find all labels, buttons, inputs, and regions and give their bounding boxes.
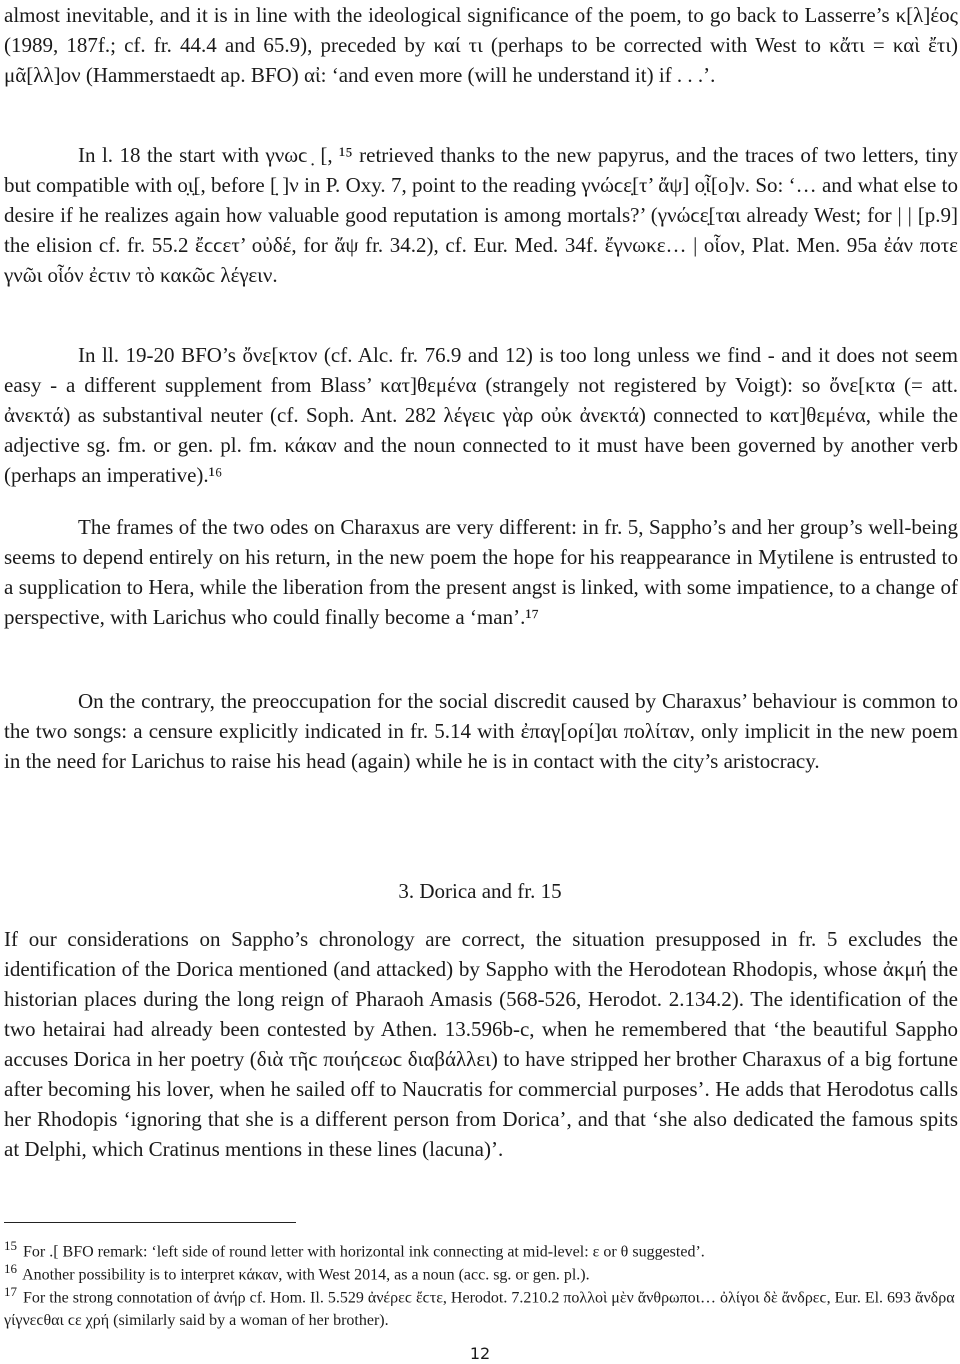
paragraph-5: On the contrary, the preoccupation for the social discredit caused by Charaxus’ behaviour is common to the two songs: a censure explicitly indicated in fr. 5.14 with ἐπαγ[ορί]αι πολίταν, only implicit in the new poem in the need for Larichus to raise his head (again) while he is in contact with the city’s aristocracy.: [4, 689, 958, 773]
footnote-number: 16: [4, 1261, 17, 1276]
paragraph-2: In l. 18 the start with γνωϲ ̣ [, ¹⁵ retrieved thanks to the new papyrus, and the traces of two letters, tiny but compatible with ο̣ι̣[, before [̣ ]ν in P. Oxy. 7, point to the reading γνώϲε̣[τ’ ἄψ] ο̣ἶ[ο]ν. So: ‘… and what else to desire if he realizes again how valuable good reputation is among mortals?’ (γνώϲε̣[ται already West; for | | [p.9] the elision cf. fr. 55.2 ἔϲϲετ’ οὐδέ, for ἄψ fr. 34.2), cf. Eur. Med. 34f. ἔγνωκε… | οἷον, Plat. Men. 95a ἐάν ποτε γνῶι οἷόν ἐϲτιν τὸ κακῶϲ λέγειν.: [4, 143, 958, 287]
paragraph-1: almost inevitable, and it is in line with the ideological significance of the poem, to go back to Lasserre’s κ[λ]έος (1989, 187f.; cf. fr. 44.4 and 65.9), preceded by καί τι (perhaps to be corrected with West to κἄτι = καὶ ἔτι) μᾶ[λλ]ον (Hammerstaedt ap. BFO) αἰ: ‘and even more (will he understand it) if . . .’.: [4, 3, 958, 87]
footnote-rule: [4, 1222, 296, 1223]
paragraph-6: If our considerations on Sappho’s chronology are correct, the situation presupposed in fr. 5 excludes the identification of the Dorica mentioned (and attacked) by Sappho with the Herodotean Rhodopis, whose ἀκμή the historian places during the long reign of Pharaoh Amasis (568-526, Herodot. 2.134.2). The identification of the two hetairai had already been contested by Athen. 13.596b-c, when he remembered that ‘the beautiful Sappho accuses Dorica in her poetry (διὰ τῆϲ ποιήϲεωϲ διαβάλλει) to have stripped her brother Charaxus of a big fortune after becoming his lover, when he sailed off to Naucratis for commercial purposes’. He adds that Herodotus calls her Rhodopis ‘ignoring that she is a different person from Dorica’, and that ‘she also dedicated the famous spits at Delphi, which Cratinus mentions in these lines (lacuna)’.: [4, 927, 958, 1161]
section-heading: 3. Dorica and fr. 15: [398, 879, 562, 903]
footnote-text: For the strong connotation of ἀνήρ cf. Hom. Il. 5.529 ἀνέρεϲ ἔϲτε, Herodot. 7.210.2 πολλοὶ μὲν ἄνθρωποι… ὀλίγοι δὲ ἄνδρεϲ, Eur. El. 693 ἄνδρα γίγνεϲθαι ϲε χρή (similarly said by a woman of her brother).: [4, 1289, 955, 1330]
footnote-number: 15: [4, 1238, 17, 1253]
footnote-17: [4, 1280, 958, 1332]
paragraph-3: In ll. 19-20 BFO’s ὄνε[κτον (cf. Alc. fr. 76.9 and 12) is too long unless we find - and it does not seem easy - a different supplement from Blass’ κατ]θεμένα (strangely not registered by Voigt): so ὄνε[κτα (= att. ἀνεκτά) as substantival neuter (cf. Soph. Ant. 282 λέγειϲ γὰρ οὐκ ἀνεκτά) connected to κατ]θεμένα, while the adjective sg. fm. or gen. pl. fm. κάκαν and the noun connected to it must have been governed by another verb (perhaps an imperative).¹⁶: [4, 343, 958, 487]
footnote-text: Another possibility is to interpret κάκαν, with West 2014, as a noun (acc. sg. or gen. pl.).: [22, 1266, 590, 1284]
paragraph-4: The frames of the two odes on Charaxus are very different: in fr. 5, Sappho’s and her group’s well-being seems to depend entirely on his return, in the new poem the hope for his reappearance in Mytilene is entrusted to a supplication to Hera, while the liberation from the present angst is linked, with some impatience, to a change of perspective, with Larichus who could finally become a ‘man’.¹⁷: [4, 515, 958, 629]
page-number: 12: [469, 1344, 491, 1363]
footnote-text: For .[ BFO remark: ‘left side of round letter with horizontal ink connecting at mid-level: ε or θ suggested’.: [23, 1243, 705, 1261]
footnote-number: 17: [4, 1284, 17, 1299]
